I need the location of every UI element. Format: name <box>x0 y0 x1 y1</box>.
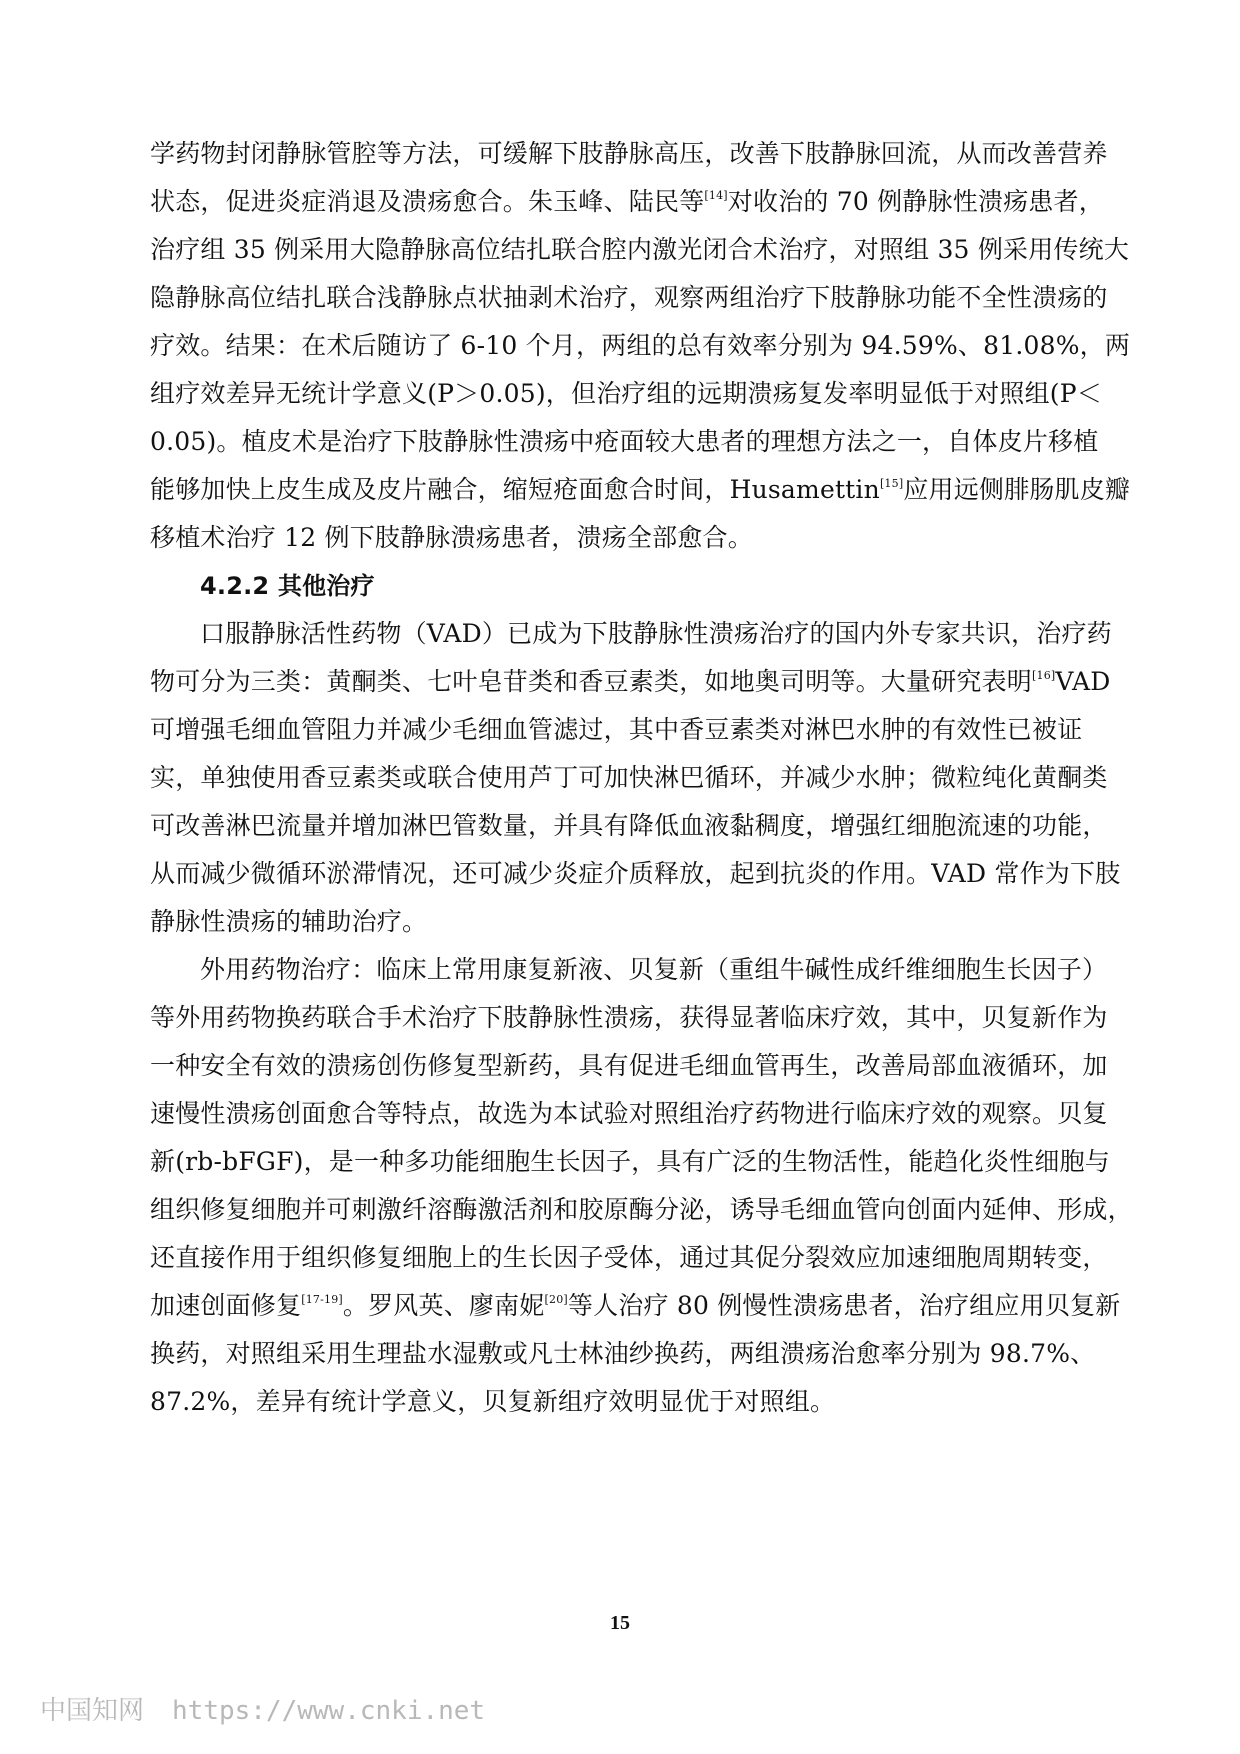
watermark-url: https://www.cnki.net <box>172 1696 486 1726</box>
text-line <box>150 898 1100 946</box>
text-line <box>150 658 1111 706</box>
text-segment: 能够加快上皮生成及皮片融合，缩短疮面愈合时间，Husamettin <box>150 475 880 504</box>
section-heading <box>150 562 1100 610</box>
text-segment: 治疗组 35 例采用大隐静脉高位结扎联合腔内激光闭合术治疗，对照组 35 例采用传统大 <box>150 235 1130 264</box>
text-segment: 等外用药物换药联合手术治疗下肢静脉性溃疡，获得显著临床疗效，其中，贝复新作为 <box>150 1003 1108 1032</box>
text-line <box>150 994 1108 1042</box>
text-segment: 静脉性溃疡的辅助治疗。 <box>150 907 428 936</box>
citation-ref: [20] <box>544 1293 568 1306</box>
text-segment: 0.05)。植皮术是治疗下肢静脉性溃疡中疮面较大患者的理想方法之一，自体皮片移植 <box>150 427 1099 456</box>
text-segment: 4.2.2 其他治疗 <box>200 572 375 600</box>
text-line <box>150 610 1112 658</box>
text-segment: 疗效。结果：在术后随访了 6-10 个月，两组的总有效率分别为 94.59%、81.08%，两 <box>150 331 1131 360</box>
text-segment: 可改善淋巴流量并增加淋巴管数量，并具有降低血液黏稠度，增强红细胞流速的功能， <box>150 811 1108 840</box>
text-line <box>150 1234 1108 1282</box>
text-segment: 外用药物治疗：临床上常用康复新液、贝复新（重组牛碱性成纤维细胞生长因子） <box>200 955 1108 984</box>
text-line <box>150 850 1121 898</box>
text-line <box>150 418 1100 466</box>
text-line <box>150 1090 1108 1138</box>
text-line <box>150 1186 1133 1234</box>
citation-ref: [16] <box>1032 669 1056 682</box>
text-segment: 一种安全有效的溃疡创伤修复型新药，具有促进毛细血管再生，改善局部血液循环，加 <box>150 1051 1108 1080</box>
text-line <box>150 1378 1100 1426</box>
text-segment: 换药，对照组采用生理盐水湿敷或凡士林油纱换药，两组溃疡治愈率分别为 98.7%、 <box>150 1339 1096 1368</box>
text-line <box>150 706 1100 754</box>
text-segment: 还直接作用于组织修复细胞上的生长因子受体，通过其促分裂效应加速细胞周期转变， <box>150 1243 1108 1272</box>
cnki-watermark <box>40 1690 485 1727</box>
text-segment: 学药物封闭静脉管腔等方法，可缓解下肢静脉高压，改善下肢静脉回流，从而改善营养 <box>150 139 1108 168</box>
text-segment: 组疗效差异无统计学意义(P＞0.05)，但治疗组的远期溃疡复发率明显低于对照组(P＜ <box>150 379 1102 408</box>
text-segment: 口服静脉活性药物（VAD）已成为下肢静脉性溃疡治疗的国内外专家共识，治疗药 <box>200 619 1112 648</box>
citation-ref: [15] <box>879 477 904 490</box>
text-line <box>150 1282 1121 1330</box>
citation-ref: [14] <box>704 189 728 202</box>
text-line <box>150 370 1100 418</box>
text-segment: 隐静脉高位结扎联合浅静脉点状抽剥术治疗，观察两组治疗下肢静脉功能不全性溃疡的 <box>150 283 1108 312</box>
text-segment: 移植术治疗 12 例下肢静脉溃疡患者，溃疡全部愈合。 <box>150 523 753 552</box>
text-line <box>150 754 1108 802</box>
text-segment: 实，单独使用香豆素类或联合使用芦丁可加快淋巴循环，并减少水肿；微粒纯化黄酮类 <box>150 763 1108 792</box>
text-segment: 可增强毛细血管阻力并减少毛细血管滤过，其中香豆素类对淋巴水肿的有效性已被证 <box>150 715 1083 744</box>
text-line <box>150 466 1131 514</box>
text-segment: 组织修复细胞并可刺激纤溶酶激活剂和胶原酶分泌，诱导毛细血管向创面内延伸、形成， <box>150 1195 1133 1224</box>
text-segment: 加速创面修复 <box>150 1291 302 1320</box>
citation-ref: [17-19] <box>301 1293 343 1306</box>
text-line <box>150 1138 1110 1186</box>
text-line <box>150 322 1131 370</box>
text-segment: 87.2%，差异有统计学意义，贝复新组疗效明显优于对照组。 <box>150 1387 836 1416</box>
text-line <box>150 274 1108 322</box>
text-line <box>150 802 1108 850</box>
text-line <box>150 226 1130 274</box>
text-segment: 。罗风英、廖南妮 <box>342 1291 545 1320</box>
text-line <box>150 1042 1108 1090</box>
page-number: 15 <box>610 1612 630 1634</box>
text-line <box>150 514 1100 562</box>
text-segment: 对收治的 70 例静脉性溃疡患者， <box>727 187 1104 216</box>
text-line <box>150 130 1108 178</box>
document-body <box>150 130 1133 1426</box>
text-segment: VAD <box>1055 667 1111 696</box>
text-segment: 物可分为三类：黄酮类、七叶皂苷类和香豆素类，如地奥司明等。大量研究表明 <box>150 667 1033 696</box>
text-segment: 应用远侧腓肠肌皮瓣 <box>903 475 1131 504</box>
text-segment: 等人治疗 80 例慢性溃疡患者，治疗组应用贝复新 <box>567 1291 1121 1320</box>
text-segment: 状态，促进炎症消退及溃疡愈合。朱玉峰、陆民等 <box>150 187 705 216</box>
text-line <box>150 1330 1100 1378</box>
text-segment: 速慢性溃疡创面愈合等特点，故选为本试验对照组治疗药物进行临床疗效的观察。贝复 <box>150 1099 1108 1128</box>
text-line <box>150 946 1108 994</box>
text-segment: 从而减少微循环淤滞情况，还可减少炎症介质释放，起到抗炎的作用。VAD 常作为下肢 <box>150 859 1121 888</box>
watermark-brand: 中国知网 <box>40 1696 145 1726</box>
text-segment: 新(rb-bFGF)，是一种多功能细胞生长因子，具有广泛的生物活性，能趋化炎性细胞与 <box>150 1147 1110 1176</box>
text-line <box>150 178 1104 226</box>
